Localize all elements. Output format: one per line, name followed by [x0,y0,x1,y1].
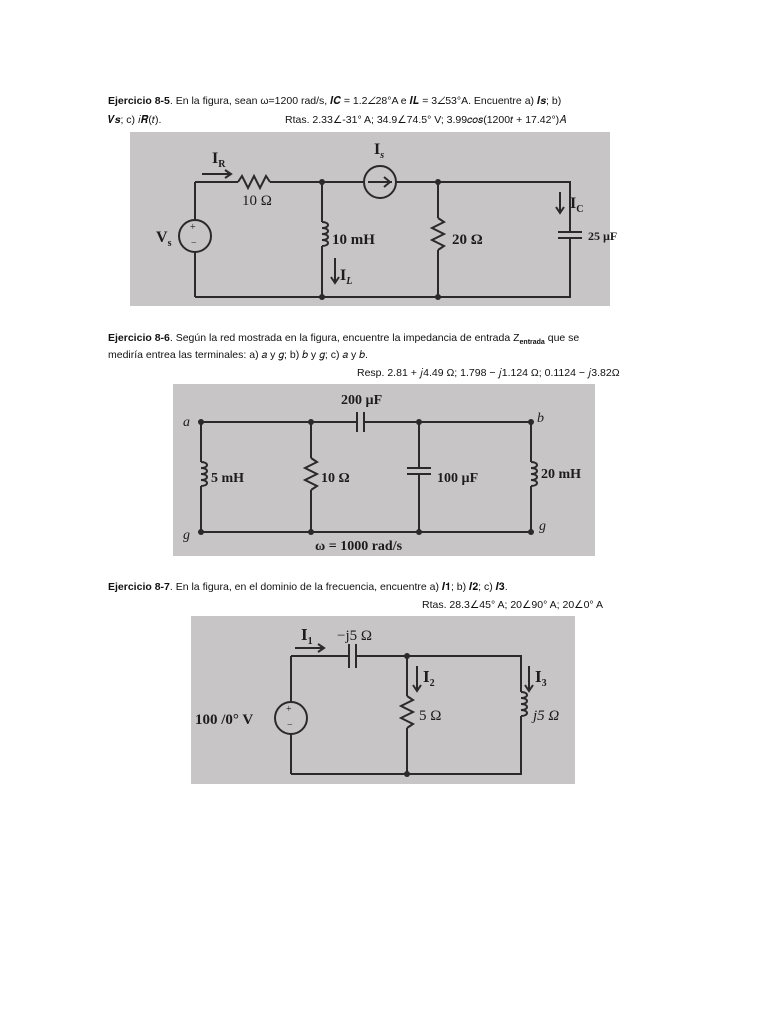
ex85-R1-label: 10 Ω [242,193,272,209]
ex86-line1: Ejercicio 8-6. Según la red mostrada en la figura, encuentre la impedancia de entrada $Z_{entrada}$ que se [108,332,580,347]
ex86-circuit-figure [173,384,595,556]
ex86-answers: Resp. 2.81 + 𝑗4.49 Ω; 1.798 − 𝑗1.124 Ω; 0.1124 − 𝑗3.82Ω [357,367,620,379]
ex86-terminal-g-left: g [183,528,190,543]
ex86-statement-l1-end: que se [544,332,580,344]
ex85-L-label: 10 mH [332,232,375,248]
ex85-line2 [108,114,161,127]
ex87-line1: Ejercicio 8-7. En la figura, en el dominio de la frecuencia, encuentre a) 𝑰𝟏; b) 𝑰𝟐; c) 𝑰𝟑. [108,581,508,593]
ex87-answers: Rtas. 28.3∠45° A; 20∠90° A; 20∠0° A [422,599,603,611]
ex85-statement-l1: En la figura, sean ω=1200 rad/s, 𝑰𝑪 = 1.2∠28°A e 𝑰𝑳 = 3∠53°A. Encuentre a) 𝑰𝒔; b) [175,95,562,107]
ex86-statement-l2: mediría entrea las terminales: a) 𝑎 y 𝑔; b) 𝑏 y 𝑔; c) 𝑎 y 𝑏. [108,349,368,361]
ex87-circuit-figure [191,616,575,784]
svg-text:+: + [286,704,292,715]
ex85-Vs-label: $V_s$ [156,229,172,249]
ex85-C-label: 25 µF [588,229,618,243]
svg-text:−: − [191,238,197,249]
ex85-R2-label: 20 Ω [452,232,483,248]
ex85-line1: Ejercicio 8-5. En la figura, sean ω=1200 rad/s, 𝑰𝑪 = 1.2∠28°A e 𝑰𝑳 = 3∠53°A. Encuentre a) 𝑰𝒔; b) [108,95,562,107]
ex85-IC-label: $I_C$ [570,195,584,215]
ex86-omega-label: ω = 1000 rad/s [315,539,403,554]
ex86-title: Ejercicio 8-6 [108,332,170,344]
ex85-title: Ejercicio 8-5 [108,95,170,107]
ex87-statement-l1: En la figura, en el dominio de la frecuencia, encuentre a) 𝑰𝟏; b) 𝑰𝟐; c) 𝑰𝟑. [175,581,508,593]
ex85-Is-label: $I_s$ [374,141,385,161]
svg-text:+: + [190,222,196,233]
ex85-answers: Rtas. 2.33∠-31° A; 34.9∠74.5° V; 3.99𝑐𝑜𝑠(1200𝑡 + 17.42°)𝐴 [285,114,567,126]
ex85-circuit-figure [130,132,618,306]
ex85-IL-label: $I_L$ [340,267,353,287]
ex87-title: Ejercicio 8-7 [108,581,170,593]
ex86-R-label: 10 Ω [321,471,350,486]
ex87-I3-label: $I_3$ [535,667,547,689]
ex86-terminal-g-right: g [539,519,546,534]
ex86-statement-sub: entrada [519,339,545,347]
ex85-statement-l2: 𝑽𝒔; c) 𝑖𝑹(𝑡). [108,114,162,126]
ex87-C-label: −j5 Ω [337,628,373,644]
ex86-C2-label: 100 µF [437,471,479,486]
ex85-IR-label: $I_R$ [212,150,226,170]
ex86-C1-label: 200 µF [341,393,383,408]
ex86-terminal-a: a [183,415,190,430]
ex87-V-label: 100 /0° V [195,712,254,728]
ex87-I1-label: $I_1$ [301,625,313,647]
svg-text:−: − [287,720,293,731]
ex86-L1-label: 5 mH [211,471,245,486]
ex87-I2-label: $I_2$ [423,667,435,689]
ex87-R-label: 5 Ω [419,708,442,724]
ex86-statement-l1: Según la red mostrada en la figura, encuentre la impedancia de entrada Z [175,332,520,344]
ex86-terminal-b: b [537,411,544,426]
ex87-L-label: j5 Ω [533,708,560,724]
ex86-L2-label: 20 mH [541,467,582,482]
